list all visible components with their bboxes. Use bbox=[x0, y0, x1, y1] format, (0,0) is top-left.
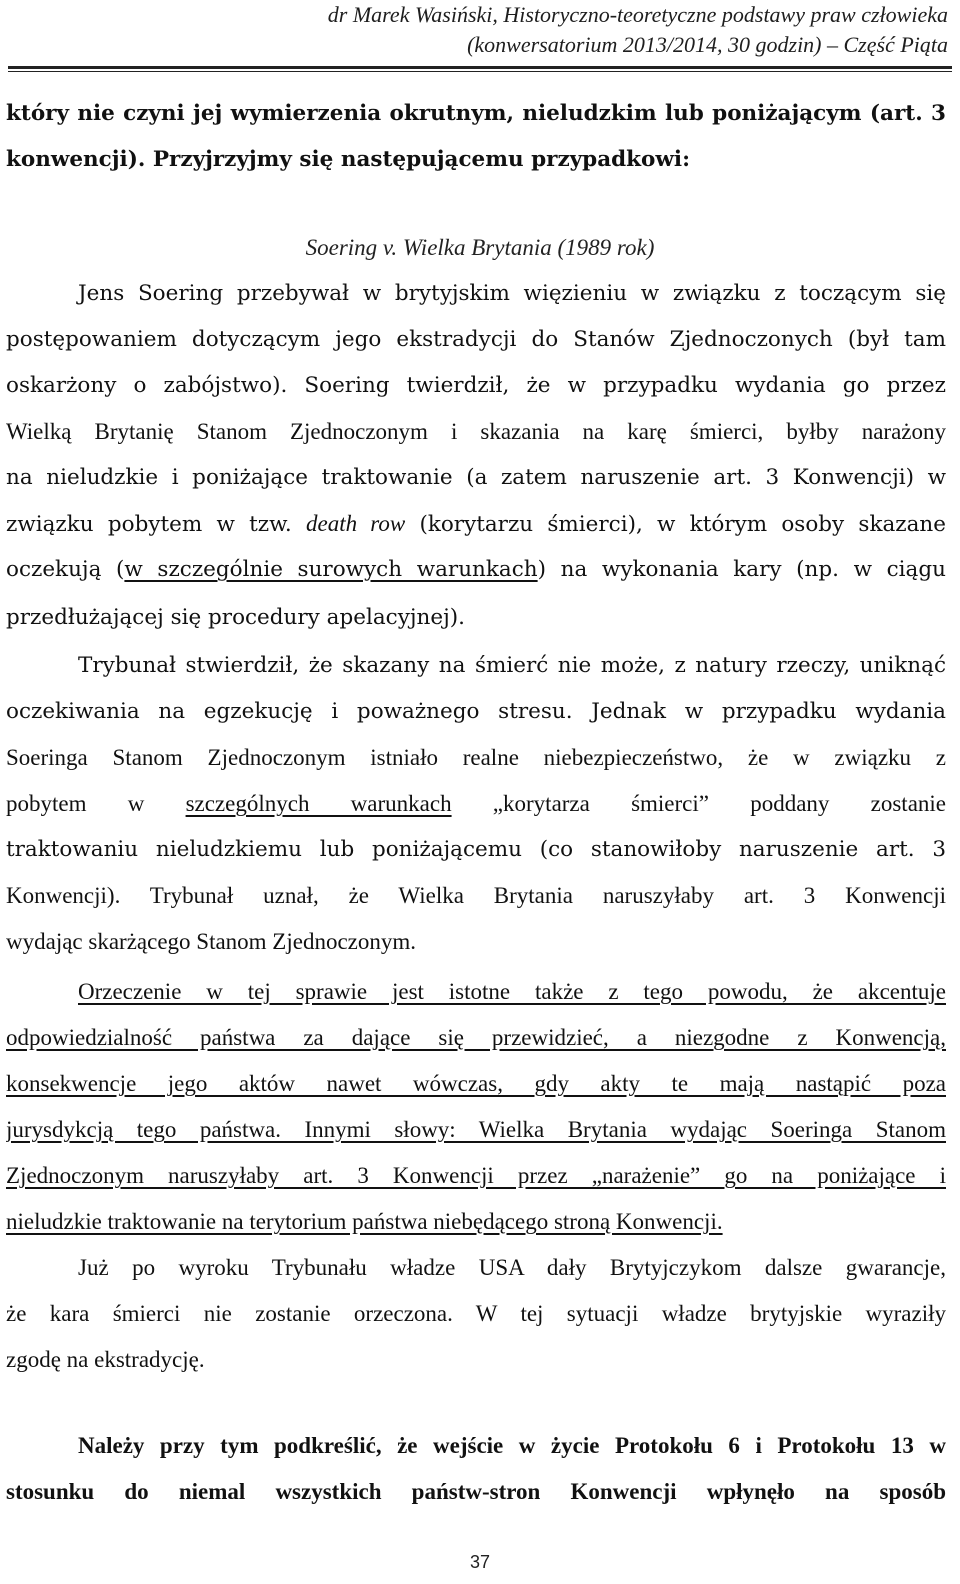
paragraph-line-underlined: Orzeczenie w tej sprawie jest istotne także z tego powodu, że akcentuje bbox=[78, 979, 946, 1004]
paragraph-line: Jens Soering przebywał w brytyjskim więzieniu w związku z toczącym się bbox=[78, 281, 946, 306]
paragraph-line-bold: Należy przy tym podkreślić, że wejście w życie Protokołu 6 i Protokołu 13 w bbox=[78, 1433, 946, 1458]
intro-line: konwencji). Przyjrzyjmy się następującemu przypadkowi: bbox=[6, 147, 691, 172]
paragraph-line-underlined: nieludzkie traktowanie na terytorium państwa niebędącego stroną Konwencji. bbox=[6, 1209, 723, 1234]
paragraph-line bbox=[6, 782, 946, 826]
paragraph-line: zgodę na ekstradycję. bbox=[6, 1347, 205, 1372]
paragraph-line bbox=[6, 548, 946, 592]
text-run: (korytarzu śmierci), w którym osoby skazane bbox=[405, 512, 946, 537]
paragraph-line-bold: stosunku do niemal wszystkich państw-stron Konwencji wpłynęło na sposób bbox=[6, 1479, 946, 1504]
paragraph-line-underlined: Zjednoczonym naruszyłaby art. 3 Konwencji przez „narażenie” go na poniżające i bbox=[6, 1163, 946, 1188]
paragraph-line: na nieludzkie i poniżające traktowanie (a zatem naruszenie art. 3 Konwencji) w bbox=[6, 465, 946, 490]
case-title: Soering v. Wielka Brytania (1989 rok) bbox=[305, 235, 655, 260]
paragraph-line: oskarżony o zabójstwo). Soering twierdził, że w przypadku wydania go przez bbox=[6, 373, 946, 398]
page-header bbox=[0, 0, 960, 64]
text-run: ) na wykonania kary (np. w ciągu bbox=[537, 557, 946, 582]
header-author-title: dr Marek Wasiński, Historyczno-teoretyczne podstawy praw człowieka bbox=[327, 2, 948, 27]
paragraph-line: Już po wyroku Trybunału władze USA dały Brytyjczykom dalsze gwarancje, bbox=[78, 1255, 946, 1280]
intro-line: który nie czyni jej wymierzenia okrutnym, nieludzkim lub poniżającym (art. 3 bbox=[6, 101, 946, 126]
paragraph-line: oczekiwania na egzekucję i poważnego stresu. Jednak w przypadku wydania bbox=[6, 699, 946, 724]
paragraph-line-underlined: jurysdykcją tego państwa. Innymi słowy: Wielka Brytania wydając Soeringa Stanom bbox=[6, 1117, 946, 1142]
header-rule bbox=[8, 66, 952, 69]
page-number: 37 bbox=[469, 1552, 491, 1572]
paragraph-line-underlined: konsekwencje jego aktów nawet wówczas, gdy akty te mają nastąpić poza bbox=[6, 1071, 946, 1096]
underlined-phrase: szczególnych warunkach bbox=[185, 791, 452, 816]
text-run: „korytarza śmierci” poddany zostanie bbox=[451, 791, 946, 816]
paragraph-line: Trybunał stwierdził, że skazany na śmierć nie może, z natury rzeczy, uniknąć bbox=[78, 653, 946, 678]
paragraph-line: postępowaniem dotyczącym jego ekstradycji do Stanów Zjednoczonych (był tam bbox=[6, 327, 946, 352]
paragraph-line: wydając skarżącego Stanom Zjednoczonym. bbox=[6, 929, 417, 954]
paragraph-line: że kara śmierci nie zostanie orzeczona. W tej sytuacji władze brytyjskie wyraziły bbox=[6, 1301, 946, 1326]
text-run: pobytem w bbox=[6, 791, 186, 816]
header-course-info: (konwersatorium 2013/2014, 30 godzin) – Część Piąta bbox=[467, 32, 948, 57]
header-rule-thin bbox=[8, 71, 952, 72]
paragraph-line-underlined: odpowiedzialność państwa za dające się przewidzieć, a niezgodne z Konwencją, bbox=[6, 1025, 946, 1050]
paragraph-line bbox=[6, 502, 946, 546]
paragraph-line: Wielką Brytanię Stanom Zjednoczonym i skazania na karę śmierci, byłby narażony bbox=[6, 419, 946, 444]
death-row-term: death row bbox=[306, 511, 406, 536]
paragraph-line: Konwencji). Trybunał uznał, że Wielka Brytania naruszyłaby art. 3 Konwencji bbox=[6, 883, 946, 908]
paragraph-line: Soeringa Stanom Zjednoczonym istniało realne niebezpieczeństwo, że w związku z bbox=[6, 745, 946, 770]
text-run: związku pobytem w tzw. bbox=[6, 512, 306, 537]
paragraph-line: przedłużającej się procedury apelacyjnej). bbox=[6, 605, 465, 630]
paragraph-line: traktowaniu nieludzkiemu lub poniżającemu (co stanowiłoby naruszenie art. 3 bbox=[6, 837, 946, 862]
underlined-phrase: w szczególnie surowych warunkach bbox=[124, 557, 538, 582]
text-run: oczekują ( bbox=[6, 557, 125, 582]
